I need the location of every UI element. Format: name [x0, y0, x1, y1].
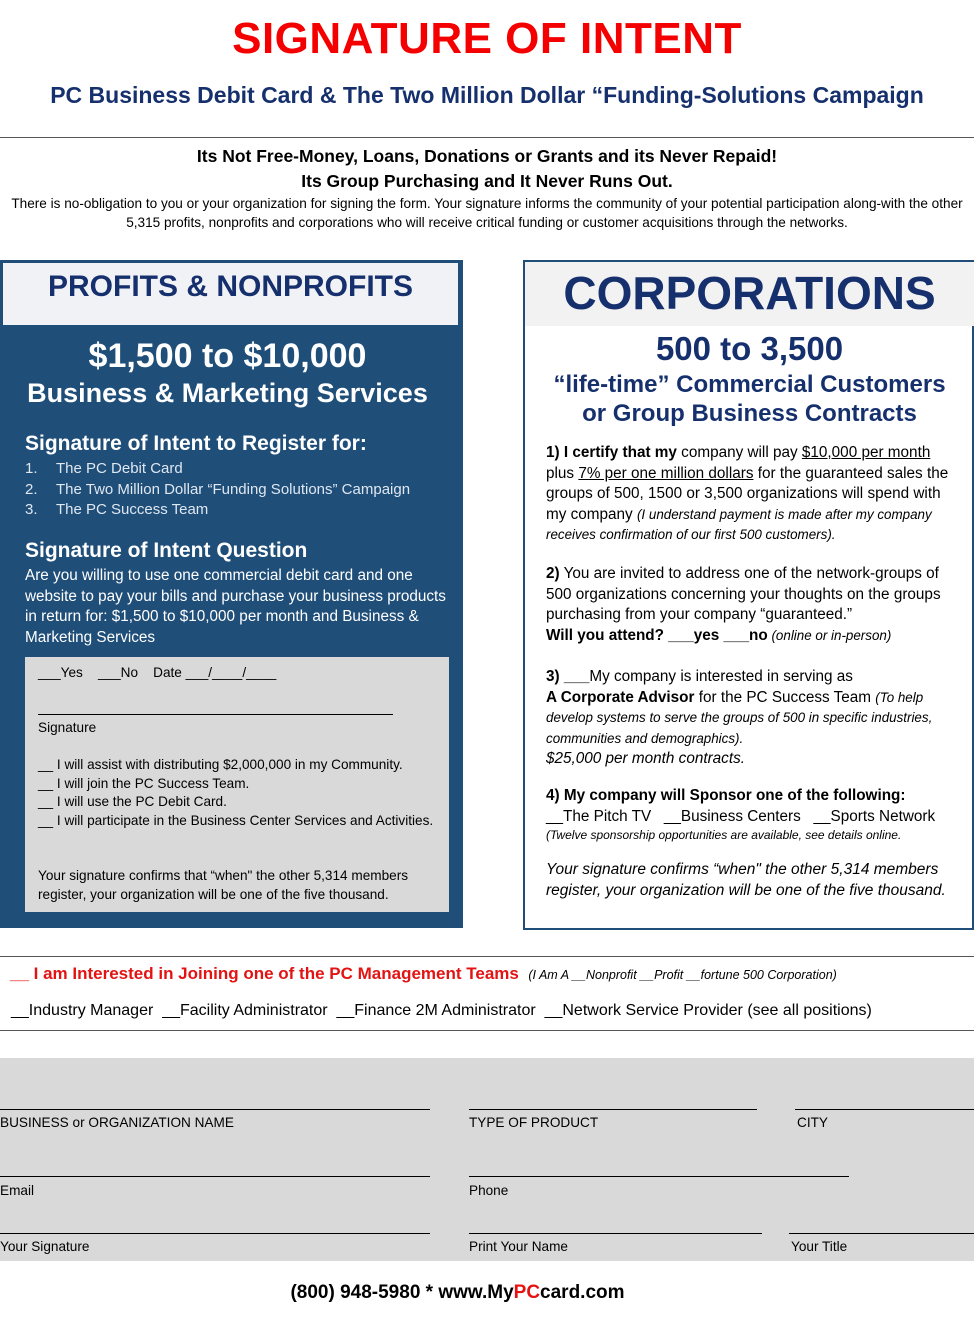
- corporate-item-2: 2) You are invited to address one of the network-groups of 500 organizations concerning your thoughts on the groups purchasing from your company “guaranteed.” Will you attend? ___yes ___no (online or in-person): [546, 565, 941, 644]
- intro-headline-1: Its Not Free-Money, Loans, Donations or Grants and its Never Repaid!: [196, 146, 778, 166]
- corporate-item-1: 1) I certify that my company will pay $10,000 per month plus 7% per one million dollars for the guaranteed sales the groups of 500, 1500 or 3,500 organizations will spend with my company (I understand payment is made after my company receives confirmation of our first 500 customers).: [546, 444, 949, 543]
- email-label: Email: [0, 1183, 34, 1198]
- question-heading: Signature of Intent Question: [25, 539, 308, 562]
- signature-label: Signature: [38, 720, 97, 735]
- title-input[interactable]: [789, 1233, 974, 1234]
- left-confirm-text: Your signature confirms that “when" the other 5,314 members register, your organization will be one of the five thousand.: [38, 868, 409, 902]
- left-amount: $1,500 to $10,000: [88, 337, 367, 375]
- signature-input[interactable]: [0, 1233, 430, 1234]
- register-heading: Signature of Intent to Register for:: [25, 432, 367, 455]
- intro-headline-2: Its Group Purchasing and It Never Runs Out.: [301, 171, 673, 191]
- print-name-label: Print Your Name: [469, 1239, 568, 1254]
- corporate-item-4: 4) My company will Sponsor one of the following: __The Pitch TV __Business Centers __Sports Network (Twelve sponsorship opportunities are available, see details online.: [546, 786, 964, 843]
- corporations-range: 500 to 3,500: [655, 330, 844, 367]
- phone-label: Phone: [469, 1183, 509, 1198]
- management-interest[interactable]: __ I am Interested in Joining one of the PC Management Teams (I Am A __Nonprofit __Profit __fortune 500 Corporation): [10, 964, 837, 983]
- signature-field-label: Your Signature: [0, 1239, 90, 1254]
- city-input[interactable]: [795, 1109, 974, 1110]
- intro-paragraph: There is no-obligation to you or your organization for signing the form. Your signature informs the community of your potential participation along-with the other 5,315 profits, nonprofits and corporations who will receive critical funding or customer acquisitions through the networks.: [11, 196, 963, 230]
- list-item: 1. The PC Debit Card: [25, 460, 183, 477]
- commitment-checklist: [38, 756, 438, 830]
- sponsor-options[interactable]: __The Pitch TV __Business Centers __Sports Network: [546, 807, 936, 825]
- divider: [0, 1030, 974, 1031]
- business-name-input[interactable]: [0, 1109, 430, 1110]
- checklist-item[interactable]: __ I will assist with distributing $2,000,000 in my Community.: [38, 757, 403, 772]
- product-type-input[interactable]: [469, 1109, 757, 1110]
- right-confirm-text: Your signature confirms “when" the other 5,314 members register, your organization will be one of the five thousand.: [546, 861, 946, 899]
- page-title: SIGNATURE OF INTENT: [232, 14, 742, 63]
- checklist-item[interactable]: __ I will join the PC Success Team.: [38, 775, 250, 791]
- corporate-item-3: 3) ___My company is interested in serving as A Corporate Advisor for the PC Success Team (To help develop systems to serve the groups of 500 in specific industries, communities and demographics). $25,000 per month contracts.: [546, 668, 933, 768]
- title-label: Your Title: [791, 1239, 848, 1254]
- divider: [0, 137, 974, 138]
- print-name-input[interactable]: [469, 1233, 762, 1234]
- product-type-label: TYPE OF PRODUCT: [469, 1115, 599, 1130]
- management-positions[interactable]: __Industry Manager __Facility Administrator __Finance 2M Administrator __Network Service Provider (see all positions): [11, 1002, 872, 1019]
- city-label: CITY: [797, 1115, 828, 1130]
- corporations-customers: “life-time” Commercial Customers or Group Business Contracts: [553, 371, 946, 427]
- list-item: 3. The PC Success Team: [25, 501, 209, 519]
- business-name-label: BUSINESS or ORGANIZATION NAME: [0, 1115, 234, 1130]
- page-subtitle: PC Business Debit Card & The Two Million Dollar “Funding-Solutions Campaign: [50, 82, 924, 108]
- question-text: Are you willing to use one commercial debit card and one website to pay your bills and purchase your business products in return for: $1,500 to $10,000 per month and Business & Marketing Services: [25, 567, 446, 646]
- profits-nonprofits-header: PROFITS & NONPROFITS: [47, 270, 413, 303]
- list-item: 2. The Two Million Dollar “Funding Solutions” Campaign: [25, 480, 411, 498]
- phone-input[interactable]: [469, 1176, 849, 1177]
- signature-line[interactable]: [38, 714, 393, 715]
- email-input[interactable]: [0, 1176, 430, 1177]
- divider: [0, 956, 974, 957]
- contact-info-block: [0, 1058, 974, 1261]
- yes-no-date-field[interactable]: ___Yes ___No Date ___/____/____: [38, 665, 277, 680]
- corporations-header: CORPORATIONS: [563, 267, 936, 319]
- left-services: Business & Marketing Services: [27, 378, 428, 408]
- footer-contact: (800) 948-5980 * www.MyPCcard.com: [290, 1282, 625, 1303]
- register-list: [25, 459, 410, 521]
- checklist-item[interactable]: __ I will use the PC Debit Card.: [38, 794, 227, 809]
- checklist-item[interactable]: __ I will participate in the Business Center Services and Activities.: [38, 812, 434, 828]
- attend-field[interactable]: Will you attend? ___yes ___no: [546, 626, 768, 644]
